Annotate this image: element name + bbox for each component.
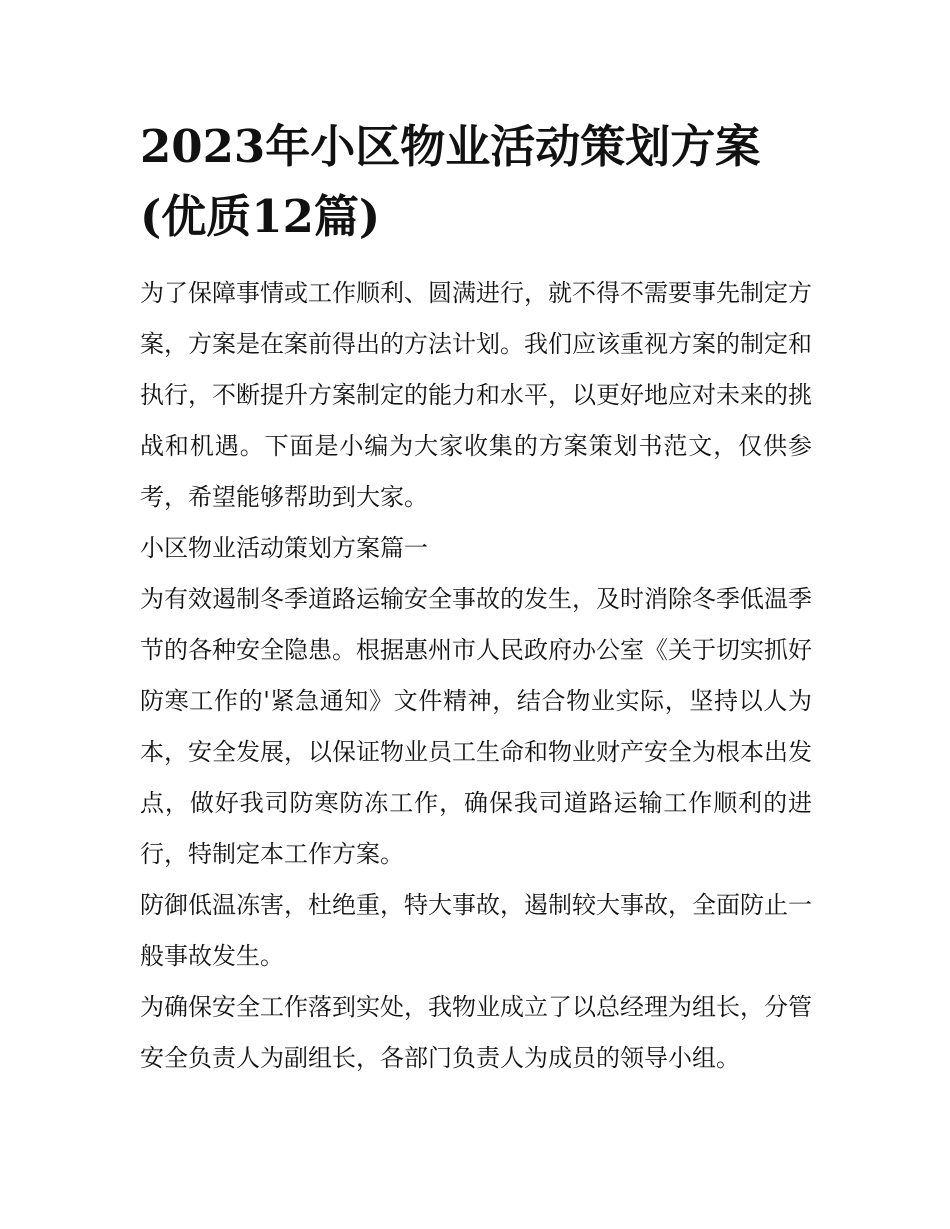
body-paragraph-2: 防御低温冻害，杜绝重，特大事故，遏制较大事故，全面防止一般事故发生。: [140, 891, 812, 970]
intro-paragraph: 为了保障事情或工作顺利、圆满进行，就不得不需要事先制定方案，方案是在案前得出的方法计划。我们应该重视方案的制定和执行，不断提升方案制定的能力和水平，以更好地应对未来的挑战和机遇。下面是小编为大家收集的方案策划书范文，仅供参考，希望能够帮助到大家。: [140, 279, 812, 511]
body-paragraph-3: 为确保安全工作落到实处，我物业成立了以总经理为组长，分管安全负责人为副组长，各部门负责人为成员的领导小组。: [140, 993, 812, 1072]
document-title: 2023年小区物业活动策划方案(优质12篇): [140, 120, 761, 243]
document-page: [140, 112, 812, 1084]
body-paragraph-1: 为有效遏制冬季道路运输安全事故的发生，及时消除冬季低温季节的各种安全隐患。根据惠州市人民政府办公室《关于切实抓好防寒工作的'紧急通知》文件精神，结合物业实际，坚持以人为本，安全发展，以保证物业员工生命和物业财产安全为根本出发点，做好我司防寒防冻工作，确保我司道路运输工作顺利的进行，特制定本工作方案。: [140, 585, 812, 868]
section-heading: 小区物业活动策划方案篇一: [140, 534, 428, 562]
